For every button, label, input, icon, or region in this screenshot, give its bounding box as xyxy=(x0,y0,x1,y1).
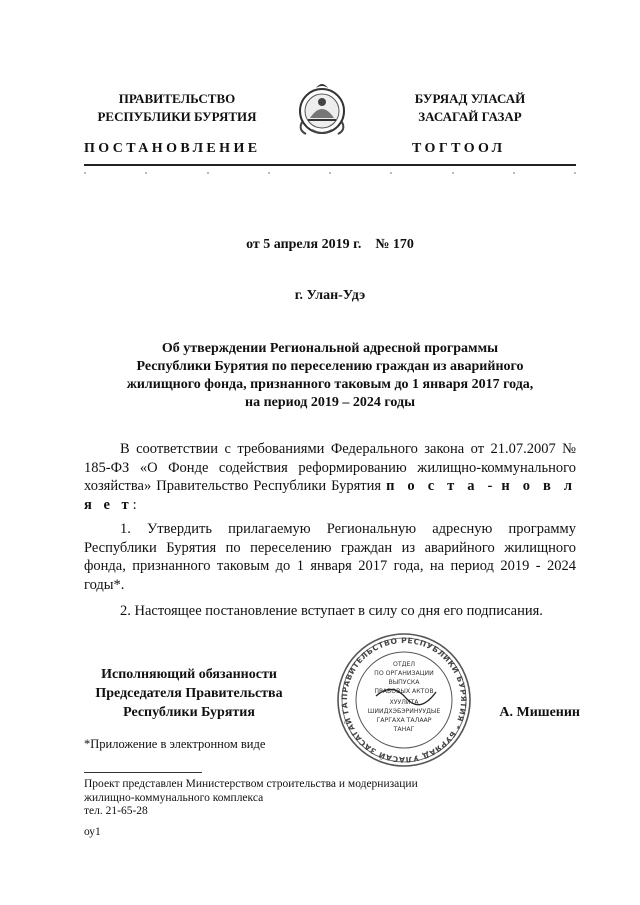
header-left-title: ПОСТАНОВЛЕНИЕ xyxy=(84,141,261,156)
signatory-line-3: Республики Бурятия xyxy=(123,705,255,720)
stamp-inner-line-7: ГАРГАХА ТАЛААР xyxy=(376,717,432,724)
stamp-inner-line-8: ТАНАГ xyxy=(393,726,415,733)
signatory-title xyxy=(84,665,294,722)
document-title xyxy=(84,340,576,412)
document-city: г. Улан-Удэ xyxy=(294,288,366,303)
footer-divider xyxy=(84,772,202,773)
appendix-note: *Приложение в электронном виде xyxy=(84,737,266,751)
decree-colon: : xyxy=(132,496,137,513)
clause-2-paragraph xyxy=(84,602,576,621)
stamp-ring-text: ПРАВИТЕЛЬСТВО РЕСПУБЛИКИ БУРЯТИЯ * БУРЯАД УЛАСАЙ ЗАСАГАЙ ГА xyxy=(339,635,469,765)
stamp-inner-line-3: ВЫПУСКА xyxy=(388,679,420,686)
project-phone: тел. 21-65-28 xyxy=(84,805,148,817)
header-left-line2: РЕСПУБЛИКИ БУРЯТИЯ xyxy=(97,109,257,124)
clause-1-paragraph xyxy=(84,520,576,594)
header-right-line1: БУРЯАД УЛАСАЙ xyxy=(414,91,526,106)
document-date-number: от 5 апреля 2019 г. № 170 xyxy=(246,237,414,252)
stamp-inner-line-2: ПО ОРГАНИЗАЦИИ xyxy=(374,670,434,677)
decree-word-part1: п о с т а - xyxy=(386,478,497,494)
preamble-text: В соответствии с требованиями Федерального закона от 21.07.2007 № 185-ФЗ «О Фонде содействия реформированию жилищно-коммунального хозяйства» Правительство Республики Бурятия xyxy=(84,441,576,494)
header-right-line2: ЗАСАГАЙ ГАЗАР xyxy=(418,109,522,124)
header-right xyxy=(395,90,545,126)
decree-word-part2: н о в л я е т xyxy=(84,478,576,513)
header-right-title: ТОГТООЛ xyxy=(412,141,506,156)
preamble-paragraph xyxy=(84,440,576,514)
signatory-name: А. Мишенин xyxy=(499,705,580,720)
header-left-line1: ПРАВИТЕЛЬСТВО xyxy=(118,91,236,106)
title-line-4: на период 2019 – 2024 годы xyxy=(245,395,415,410)
title-line-2: Республики Бурятия по переселению граждан из аварийного xyxy=(136,359,524,374)
stamp-inner-line-5: ХУУЛИТА xyxy=(389,699,419,706)
project-line-1: Проект представлен Министерством строительства и модернизации xyxy=(84,778,418,790)
header-left xyxy=(84,90,270,126)
clause-2-text: 2. Настоящее постановление вступает в силу со дня его подписания. xyxy=(120,603,543,619)
stamp-inner-line-1: ОТДЕЛ xyxy=(392,661,416,668)
coat-of-arms-emblem xyxy=(296,78,348,138)
official-stamp xyxy=(334,632,474,768)
signatory-line-2: Председателя Правительства xyxy=(95,686,283,701)
clause-1-text: 1. Утвердить прилагаемую Региональную адресную программу Республики Бурятия по переселению граждан из аварийного жилищного фонда, признанного таковым до 1 января 2017 года, на период 2019 - 2024 годы*. xyxy=(84,521,576,593)
title-line-1: Об утверждении Региональной адресной программы xyxy=(161,341,499,356)
header-dotted-line xyxy=(84,172,576,182)
title-line-3: жилищного фонда, признанного таковым до 1 января 2017 года, xyxy=(126,377,534,392)
stamp-inner-line-4: ПРАВОВЫХ АКТОВ xyxy=(374,688,434,695)
project-line-2: жилищно-коммунального комплекса xyxy=(84,791,264,804)
signatory-line-1: Исполняющий обязанности xyxy=(101,667,277,682)
document-code: оу1 xyxy=(84,826,101,838)
stamp-inner-line-6: ШИИДХЭБЭРИНУУДЫЕ xyxy=(367,708,441,715)
header-divider xyxy=(84,164,576,166)
project-info xyxy=(84,778,418,819)
